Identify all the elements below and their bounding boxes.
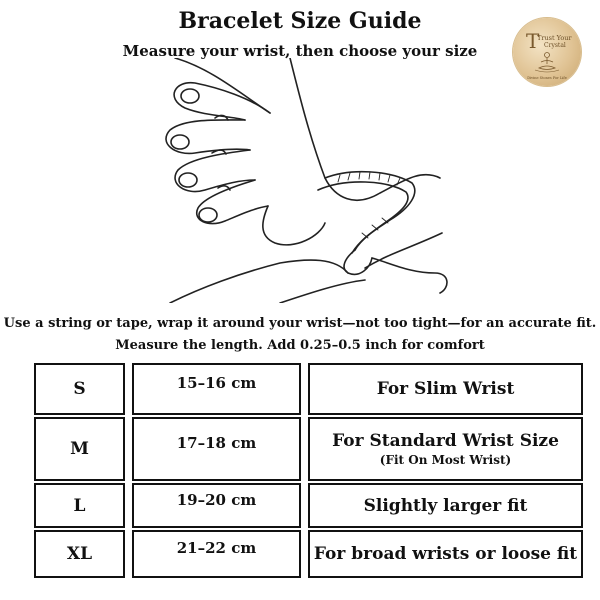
instructions-line1: Use a string or tape, wrap it around your wrist—not too tight—for an accurate fit. bbox=[3, 316, 597, 331]
fit-cell: Slightly larger fit bbox=[308, 483, 583, 528]
size-table bbox=[34, 363, 583, 578]
instructions-line2: Measure the length. Add 0.25–0.5 inch for comfort bbox=[115, 338, 485, 353]
range-cell: 21–22 cm bbox=[132, 530, 301, 578]
brand-logo bbox=[513, 18, 581, 86]
range-cell: 17–18 cm bbox=[132, 417, 301, 481]
table-row-m bbox=[34, 417, 583, 481]
size-cell: XL bbox=[34, 530, 125, 578]
logo-line2: Crystal bbox=[544, 42, 566, 49]
fit-cell: For Standard Wrist Size (Fit On Most Wrist) bbox=[308, 417, 583, 481]
table-row-xl bbox=[34, 530, 583, 578]
size-cell: L bbox=[34, 483, 125, 528]
range-cell: 19–20 cm bbox=[132, 483, 301, 528]
table-row-s bbox=[34, 363, 583, 415]
meditating-figure-icon bbox=[513, 18, 581, 86]
table-row-l bbox=[34, 483, 583, 528]
page-subtitle: Measure your wrist, then choose your size bbox=[122, 42, 478, 60]
size-cell: S bbox=[34, 363, 125, 415]
wrist-measuring-illustration bbox=[150, 58, 450, 303]
fit-note: (Fit On Most Wrist) bbox=[379, 453, 512, 467]
svg-text:T: T bbox=[526, 29, 540, 53]
range-cell: 15–16 cm bbox=[132, 363, 301, 415]
page-title: Bracelet Size Guide bbox=[178, 8, 422, 34]
instructions bbox=[0, 313, 600, 357]
fit-cell: For broad wrists or loose fit bbox=[308, 530, 583, 578]
size-cell: M bbox=[34, 417, 125, 481]
logo-line1: Trust Your bbox=[537, 34, 572, 42]
logo-tagline: Divine Stones For Life bbox=[527, 76, 567, 80]
fit-cell: For Slim Wrist bbox=[308, 363, 583, 415]
